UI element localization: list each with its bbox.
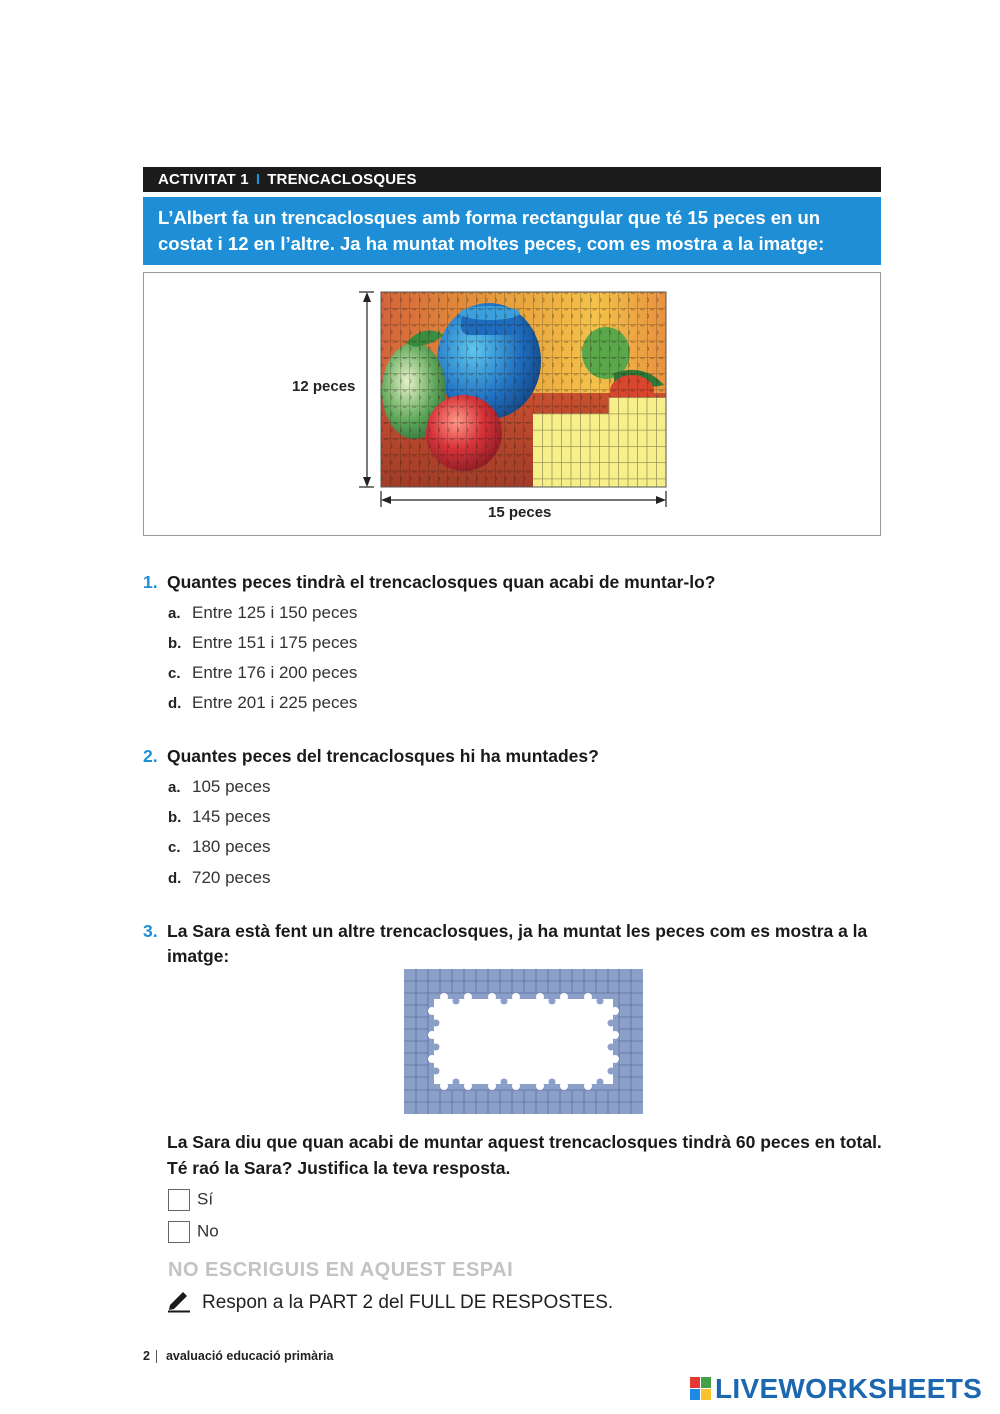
respon-notice [166,1287,613,1319]
question-2-number: 2. [143,746,158,766]
page-number: 2 [143,1349,150,1363]
question-1 [143,570,888,595]
q1-option-b[interactable] [168,633,357,653]
q2-option-a[interactable] [168,777,270,797]
option-text: Entre 176 i 200 peces [192,663,358,682]
option-text: Entre 125 i 150 peces [192,603,358,622]
q2-option-d[interactable] [168,868,270,888]
checkbox-no[interactable] [168,1221,190,1243]
question-3-text: La Sara està fent un altre trencaclosques, ja ha muntat les peces com es mostra a la imatge: [167,921,868,966]
question-2-text: Quantes peces del trencaclosques hi ha muntades? [167,746,599,766]
pencil-icon [166,1287,192,1319]
height-dimension-arrow [359,292,374,487]
option-letter: d. [168,695,182,712]
activity-label: ACTIVITAT 1 [158,171,249,188]
choice-si-label: Sí [197,1189,214,1209]
footer-divider [156,1350,157,1363]
brand-name: LIVEWORKSHEETS [715,1373,983,1404]
question-1-text: Quantes peces tindrà el trencaclosques quan acabi de muntar-lo? [167,572,716,592]
footer [143,1349,333,1363]
question-2 [143,744,888,769]
question-3 [143,919,888,969]
choice-si[interactable] [168,1189,213,1211]
question-3-body: La Sara diu que quan acabi de muntar aquest trencaclosques tindrà 60 peces en total. Té raó la Sara? Justifica la teva resposta. [167,1132,882,1178]
frame-puzzle-image [404,969,643,1114]
choice-no-label: No [197,1221,219,1241]
option-letter: d. [168,870,182,887]
checkbox-si[interactable] [168,1189,190,1211]
footer-text: avaluació educació primària [165,1349,334,1363]
width-label: 15 peces [488,504,552,521]
option-text: 720 peces [192,868,271,887]
q2-option-c[interactable] [168,837,270,857]
option-letter: b. [168,809,182,826]
question-1-number: 1. [143,572,158,592]
option-text: 145 peces [192,807,271,826]
q2-option-b[interactable] [168,807,270,827]
option-text: Entre 201 i 225 peces [192,693,358,712]
option-letter: b. [168,635,182,652]
option-text: 180 peces [192,837,271,856]
question-3-number: 3. [143,921,158,941]
puzzle-figure [143,272,881,536]
liveworksheets-logo-icon [690,1377,712,1401]
puzzle-painting [381,292,666,487]
puzzle-figure-svg [144,273,880,535]
option-text: 105 peces [192,777,271,796]
option-letter: c. [168,839,181,856]
respon-text: Respon a la PART 2 del FULL DE RESPOSTES. [202,1292,614,1314]
option-text: Entre 151 i 175 peces [192,633,358,652]
option-letter: a. [168,605,181,622]
intro-text: L’Albert fa un trencaclosques amb forma rectangular que té 15 peces en un costat i 12 en l’altre. Ja ha muntat moltes peces, com es mostra a la imatge: [158,207,825,254]
q1-option-c[interactable] [168,663,357,683]
choice-no[interactable] [168,1221,219,1243]
activity-header [143,167,881,192]
option-letter: c. [168,665,181,682]
activity-title: TRENCACLOSQUES [267,171,417,188]
no-write-notice: NO ESCRIGUIS EN AQUEST ESPAI [168,1259,514,1281]
option-letter: a. [168,779,181,796]
header-separator: I [255,171,261,188]
q1-option-d[interactable] [168,693,357,713]
intro-box [143,197,881,265]
q1-option-a[interactable] [168,603,357,623]
height-label: 12 peces [292,378,356,395]
